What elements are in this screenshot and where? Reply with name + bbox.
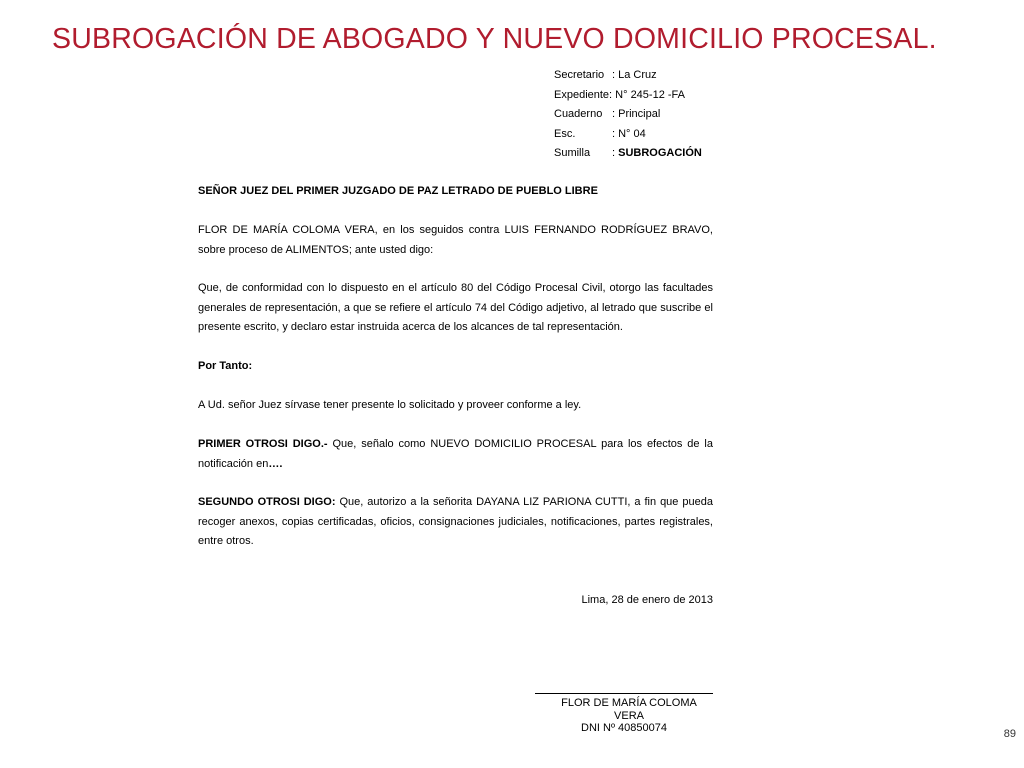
secretario-value: : La Cruz — [612, 69, 657, 81]
cuaderno-value: : Principal — [612, 108, 661, 120]
signature-block — [535, 693, 713, 735]
case-header-info — [554, 66, 702, 164]
place-date: Lima, 28 de enero de 2013 — [581, 594, 713, 606]
addressee: SEÑOR JUEZ DEL PRIMER JUZGADO DE PAZ LETRADO DE PUEBLO LIBRE — [198, 185, 598, 197]
expediente-value: N° 245-12 -FA — [612, 88, 685, 101]
primer-otrosi-ellipsis: …. — [268, 457, 283, 470]
page-number: 89 — [1003, 728, 1016, 740]
page-title: SUBROGACIÓN DE ABOGADO Y NUEVO DOMICILIO PROCESAL. — [52, 23, 937, 55]
segundo-otrosi-label: SEGUNDO OTROSI DIGO: — [198, 496, 336, 508]
secretario-label: Secretario — [554, 69, 605, 81]
primer-otrosi-label: PRIMER OTROSI DIGO.- — [198, 438, 328, 450]
sumilla-value: SUBROGACIÓN — [618, 147, 702, 159]
cuaderno-label: Cuaderno — [554, 108, 603, 120]
esc-value: : N° 04 — [612, 127, 646, 140]
expediente-label: Expediente: — [554, 88, 613, 101]
primer-otrosi-text: Que, señalo como NUEVO DOMICILIO PROCESAL para los efectos de la notificación en — [198, 438, 713, 470]
primer-otrosi-paragraph — [198, 435, 713, 474]
signature-dni: DNI Nº 40850074 — [581, 722, 667, 734]
sumilla-label: Sumilla — [554, 147, 591, 159]
main-paragraph: Que, de conformidad con lo dispuesto en el artículo 80 del Código Procesal Civil, otorgo las facultades generales de representación, a que se refiere el artículo 74 del Código adjetivo, al letrado que suscribe el presente escrito, y declaro estar instruida acerca de los alcances de tal representación. — [198, 282, 713, 333]
por-tanto-label: Por Tanto: — [198, 360, 253, 372]
secretario-row — [554, 66, 702, 86]
esc-label: Esc. — [554, 127, 576, 140]
sumilla-row — [554, 144, 702, 164]
esc-row — [554, 125, 702, 145]
cuaderno-row — [554, 105, 702, 125]
segundo-otrosi-text: Que, autorizo a la señorita DAYANA LIZ PARIONA CUTTI, a fin que pueda recoger anexos, copias certificadas, oficios, consignaciones judiciales, notificaciones, partes registrales, entre otros. — [198, 496, 713, 547]
signature-name: FLOR DE MARÍA COLOMA VERA — [561, 697, 697, 722]
intro-paragraph: FLOR DE MARÍA COLOMA VERA, en los seguidos contra LUIS FERNANDO RODRÍGUEZ BRAVO, sobre proceso de ALIMENTOS; ante usted digo: — [198, 224, 713, 256]
segundo-otrosi-paragraph — [198, 493, 713, 552]
sumilla-prefix: : — [612, 147, 619, 159]
expediente-row — [554, 86, 702, 106]
por-tanto-text: A Ud. señor Juez sírvase tener presente lo solicitado y proveer conforme a ley. — [198, 399, 582, 411]
